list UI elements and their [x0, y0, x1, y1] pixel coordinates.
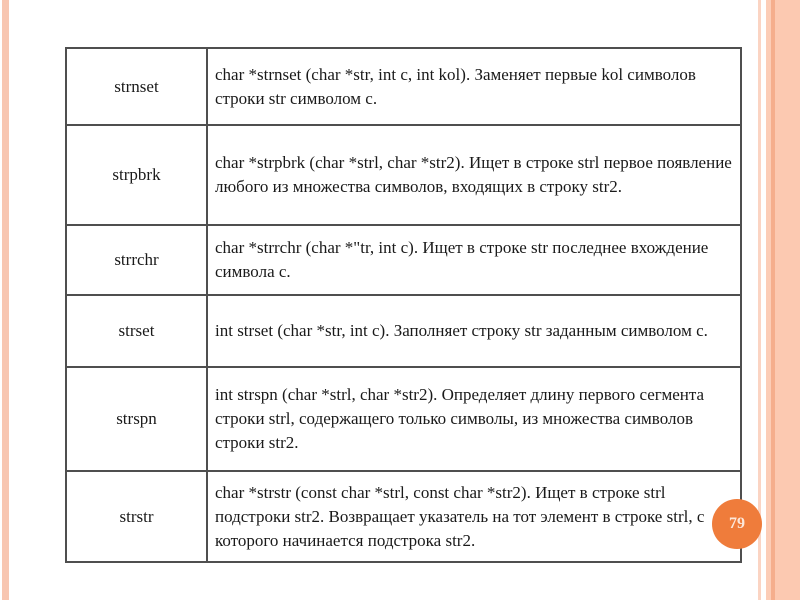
function-name-cell: strpbrk: [66, 125, 207, 225]
table-row: [66, 471, 741, 562]
decorative-stripe-right-4: [775, 0, 800, 600]
function-description-cell: char *strpbrk (char *strl, char *str2). Ищет в строке strl первое появление любого из множества символов, входящих в строку str2.: [207, 125, 741, 225]
function-name-cell: strnset: [66, 48, 207, 125]
slide-number: 79: [729, 515, 745, 532]
table-row: [66, 367, 741, 471]
function-description-cell: char *strnset (char *str, int c, int kol). Заменяет первые kol символов строки str символом c.: [207, 48, 741, 125]
function-description-cell: char *strstr (const char *strl, const char *str2). Ищет в строке strl подстроки str2. Возвращает указатель на тот элемент в строке strl, с которого начинается подстрока str2.: [207, 471, 741, 562]
function-table: [65, 47, 742, 563]
decorative-stripe-right-1: [758, 0, 761, 600]
function-name-cell: strstr: [66, 471, 207, 562]
function-description-cell: int strset (char *str, int c). Заполняет строку str заданным символом c.: [207, 295, 741, 367]
table-row: [66, 295, 741, 367]
table-row: [66, 48, 741, 125]
function-name-cell: strspn: [66, 367, 207, 471]
function-table-body: [66, 48, 741, 562]
function-name-cell: strrchr: [66, 225, 207, 295]
slide-number-badge: [712, 499, 762, 549]
decorative-stripe-left: [2, 0, 9, 600]
table-row: [66, 125, 741, 225]
function-description-cell: char *strrchr (char *"tr, int c). Ищет в строке str последнее вхождение символа c.: [207, 225, 741, 295]
function-name-cell: strset: [66, 295, 207, 367]
function-description-cell: int strspn (char *strl, char *str2). Определяет длину первого сегмента строки strl, содержащего только символы, из множества символов строки str2.: [207, 367, 741, 471]
table-row: [66, 225, 741, 295]
